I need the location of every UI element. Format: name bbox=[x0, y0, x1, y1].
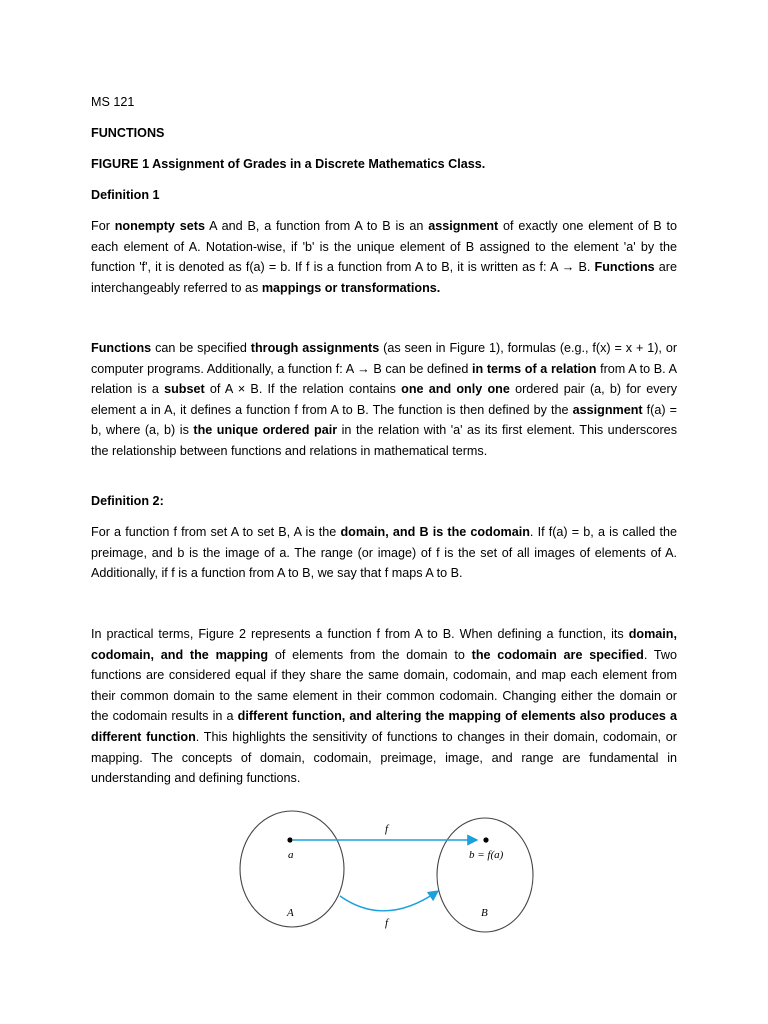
point-b bbox=[483, 837, 488, 842]
point-a bbox=[287, 837, 292, 842]
mapping-arrow-bottom bbox=[340, 891, 438, 911]
functions-specification-text: Functions can be specified through assignments (as seen in Figure 1), formulas (e.g., f(x) = x + 1), or computer programs. Additionally, a function f: A → B can be defined in terms of a relation from A to B. A relation is a subset of A × B. If the relation contains one and only one ordered pair (a, b) for every element a in A, it defines a function f from A to B. The function is then defined by the assignment f(a) = b, where (a, b) is the unique ordered pair in the relation with 'a' as its first element. This underscores the relationship between functions and relations in mathematical terms. bbox=[91, 341, 678, 458]
definition2-text: For a function f from set A to set B, A is the domain, and B is the codomain. If f(a) = b, a is called the preimage, and b is the image of a. The range (or image) of f is the set of all images of elements of A. Additionally, if f is a function from A to B, we say that f maps A to B. bbox=[91, 525, 677, 581]
label-a: a bbox=[288, 849, 294, 861]
function-mapping-diagram bbox=[235, 808, 535, 938]
label-f-bottom: f bbox=[385, 917, 389, 929]
definition1-text: For nonempty sets A and B, a function from A to B is an assignment of exactly one element of B to each element of A. Notation-wise, if 'b' is the unique element of B assigned to the element 'a' by the function 'f', it is denoted as f(a) = b. If f is a function from A to B, it is written as f: A → B. Functions are interchangeably referred to as mappings or transformations. bbox=[91, 219, 677, 295]
topic-title: FUNCTIONS bbox=[91, 126, 165, 140]
label-b-equals-fa: b = f(a) bbox=[469, 849, 504, 861]
definition1-heading: Definition 1 bbox=[91, 188, 160, 202]
label-f-top: f bbox=[385, 823, 389, 835]
figure1-caption: FIGURE 1 Assignment of Grades in a Discrete Mathematics Class. bbox=[91, 157, 486, 171]
practical-terms-text: In practical terms, Figure 2 represents a function f from A to B. When defining a function, its domain, codomain, and the mapping of elements from the domain to the codomain are specified. Two functions are considered equal if they share the same domain, codomain, and map each element from their common domain to the same element in their common codomain. Changing either the domain or the codomain results in a different function, and altering the mapping of elements also produces a different function. This highlights the sensitivity of functions to changes in their domain, codomain, or mapping. The concepts of domain, codomain, preimage, image, and range are fundamental in understanding and defining functions. bbox=[91, 627, 677, 786]
definition2-heading: Definition 2: bbox=[91, 494, 164, 508]
label-set-A: A bbox=[287, 907, 294, 919]
course-code: MS 121 bbox=[91, 95, 135, 109]
label-set-B: B bbox=[481, 907, 488, 919]
